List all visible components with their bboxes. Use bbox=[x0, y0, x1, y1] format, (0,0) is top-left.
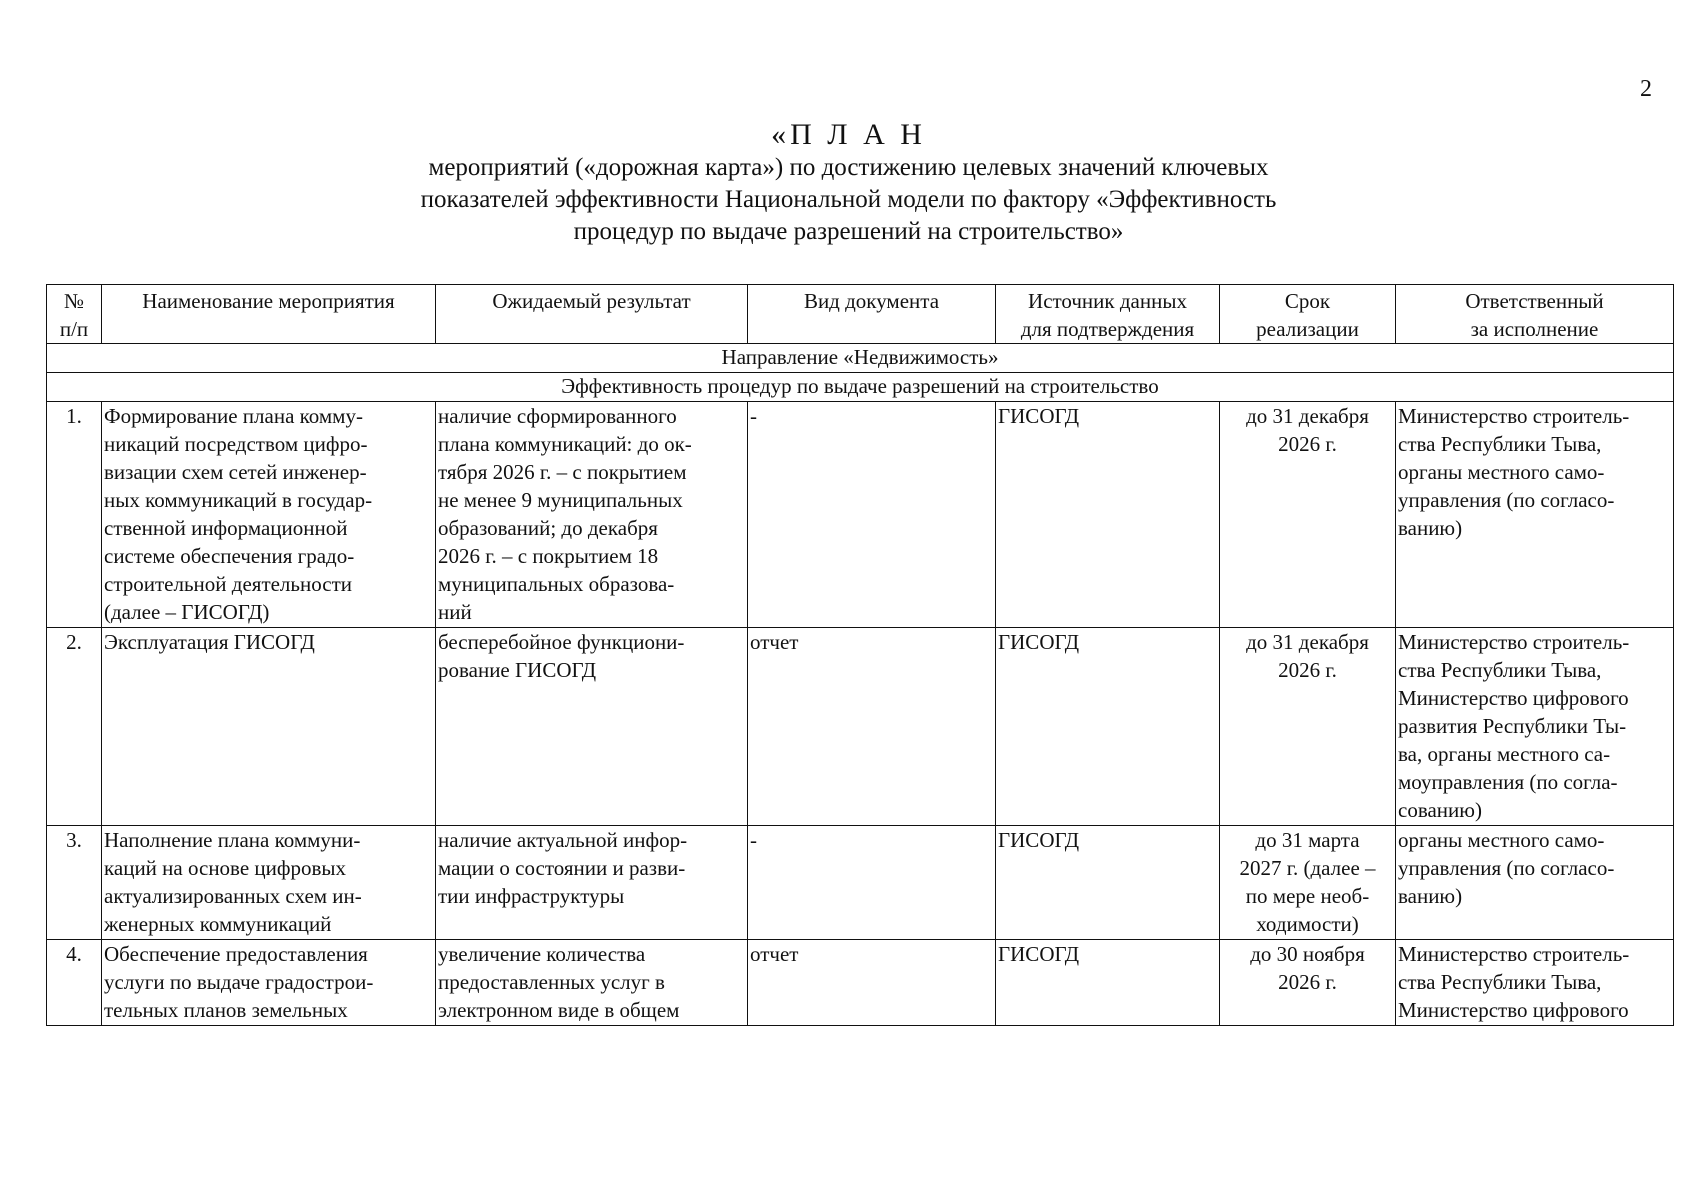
cell-line: ства Республики Тыва, bbox=[1398, 658, 1602, 682]
cell-line: Министерство строитель- bbox=[1398, 942, 1630, 966]
expected-result bbox=[436, 402, 748, 628]
cell-line: реализации bbox=[1256, 317, 1359, 341]
cell-line: ГИСОГД bbox=[998, 828, 1080, 852]
cell-line: сованию) bbox=[1398, 798, 1482, 822]
cell-line: до 31 марта bbox=[1255, 828, 1360, 852]
cell-line: до 31 декабря bbox=[1246, 404, 1369, 428]
expected-result bbox=[436, 826, 748, 940]
table-row bbox=[47, 940, 1674, 1026]
cell-line: Ответственный bbox=[1465, 289, 1604, 313]
cell-line: Формирование плана комму- bbox=[104, 404, 363, 428]
cell-line: Министерство цифрового bbox=[1398, 998, 1629, 1022]
responsible bbox=[1396, 940, 1674, 1026]
cell-line: Источник данных bbox=[1028, 289, 1187, 313]
cell-line: 2026 г. bbox=[1278, 658, 1337, 682]
cell-line: бесперебойное функциони- bbox=[438, 630, 685, 654]
data-source bbox=[996, 628, 1220, 826]
cell-line: отчет bbox=[750, 630, 799, 654]
table-row bbox=[47, 628, 1674, 826]
row-number: 2. bbox=[47, 628, 102, 826]
header-result bbox=[436, 285, 748, 344]
responsible bbox=[1396, 826, 1674, 940]
cell-line: № bbox=[63, 289, 85, 313]
title-line: мероприятий («дорожная карта») по достижению целевых значений ключевых bbox=[428, 154, 1269, 181]
cell-line: никаций посредством цифро- bbox=[104, 432, 368, 456]
cell-line: женерных коммуникаций bbox=[104, 912, 332, 936]
cell-line: 2027 г. (далее – bbox=[1239, 856, 1376, 880]
document-type bbox=[748, 826, 996, 940]
cell-line: моуправления (по согла- bbox=[1398, 770, 1618, 794]
cell-line: Наименование мероприятия bbox=[142, 289, 395, 313]
cell-line: ных коммуникаций в государ- bbox=[104, 488, 373, 512]
plan-table bbox=[46, 284, 1674, 1026]
deadline bbox=[1220, 628, 1396, 826]
cell-line: ственной информационной bbox=[104, 516, 348, 540]
cell-line: ГИСОГД bbox=[998, 404, 1080, 428]
cell-line: плана коммуникаций: до ок- bbox=[438, 432, 692, 456]
cell-line: не менее 9 муниципальных bbox=[438, 488, 683, 512]
cell-line: по мере необ- bbox=[1245, 884, 1370, 908]
header-deadline bbox=[1220, 285, 1396, 344]
table-row bbox=[47, 826, 1674, 940]
cell-line: Министерство строитель- bbox=[1398, 404, 1630, 428]
cell-line: муниципальных образова- bbox=[438, 572, 675, 596]
cell-line: строительной деятельности bbox=[104, 572, 352, 596]
expected-result bbox=[436, 628, 748, 826]
activity-name bbox=[102, 628, 436, 826]
cell-line: 2026 г. bbox=[1278, 970, 1337, 994]
responsible bbox=[1396, 402, 1674, 628]
activity-name bbox=[102, 402, 436, 628]
cell-line: развития Республики Ты- bbox=[1398, 714, 1627, 738]
cell-line: ванию) bbox=[1398, 884, 1463, 908]
cell-line: образований; до декабря bbox=[438, 516, 658, 540]
cell-line: ства Республики Тыва, bbox=[1398, 970, 1602, 994]
cell-line: тельных планов земельных bbox=[104, 998, 348, 1022]
title-line: показателей эффективности Национальной модели по фактору «Эффективность bbox=[420, 186, 1277, 213]
cell-line: ний bbox=[438, 600, 472, 624]
cell-line: - bbox=[750, 828, 757, 852]
cell-line: наличие сформированного bbox=[438, 404, 677, 428]
cell-line: рование ГИСОГД bbox=[438, 658, 597, 682]
cell-line: до 30 ноября bbox=[1250, 942, 1365, 966]
cell-line: Министерство цифрового bbox=[1398, 686, 1629, 710]
document-type bbox=[748, 940, 996, 1026]
cell-line: 2026 г. – с покрытием 18 bbox=[438, 544, 659, 568]
cell-line: Обеспечение предоставления bbox=[104, 942, 368, 966]
data-source bbox=[996, 940, 1220, 1026]
responsible bbox=[1396, 628, 1674, 826]
cell-line: для подтверждения bbox=[1020, 317, 1195, 341]
cell-line: услуги по выдаче градострои- bbox=[104, 970, 374, 994]
header-doc-type bbox=[748, 285, 996, 344]
activity-name bbox=[102, 826, 436, 940]
cell-line: тября 2026 г. – с покрытием bbox=[438, 460, 687, 484]
cell-line: Министерство строитель- bbox=[1398, 630, 1630, 654]
title-main: «П Л А Н bbox=[771, 118, 926, 151]
cell-line: ходимости) bbox=[1256, 912, 1359, 936]
cell-line: (далее – ГИСОГД) bbox=[104, 600, 270, 624]
cell-line: Вид документа bbox=[803, 289, 940, 313]
header-name bbox=[102, 285, 436, 344]
cell-line: Срок bbox=[1284, 289, 1331, 313]
cell-line: тии инфраструктуры bbox=[438, 884, 625, 908]
header-row bbox=[47, 285, 1674, 344]
cell-line: ГИСОГД bbox=[998, 942, 1080, 966]
section-heading: Направление «Недвижимость» bbox=[47, 344, 1674, 373]
expected-result bbox=[436, 940, 748, 1026]
cell-line: управления (по согласо- bbox=[1398, 856, 1615, 880]
header-source bbox=[996, 285, 1220, 344]
document-title bbox=[0, 118, 1697, 248]
document-type bbox=[748, 402, 996, 628]
cell-line: Эксплуатация ГИСОГД bbox=[104, 630, 315, 654]
data-source bbox=[996, 402, 1220, 628]
cell-line: 2026 г. bbox=[1278, 432, 1337, 456]
table-row bbox=[47, 402, 1674, 628]
cell-line: органы местного само- bbox=[1398, 828, 1605, 852]
row-number: 3. bbox=[47, 826, 102, 940]
deadline bbox=[1220, 940, 1396, 1026]
cell-line: ГИСОГД bbox=[998, 630, 1080, 654]
header-responsible bbox=[1396, 285, 1674, 344]
header-num bbox=[47, 285, 102, 344]
activity-name bbox=[102, 940, 436, 1026]
title-line: процедур по выдаче разрешений на строительство» bbox=[573, 218, 1124, 245]
cell-line: отчет bbox=[750, 942, 799, 966]
cell-line: Наполнение плана коммуни- bbox=[104, 828, 361, 852]
cell-line: до 31 декабря bbox=[1246, 630, 1369, 654]
page-number: 2 bbox=[1640, 76, 1652, 102]
cell-line: Ожидаемый результат bbox=[492, 289, 691, 313]
cell-line: ванию) bbox=[1398, 516, 1463, 540]
row-number: 1. bbox=[47, 402, 102, 628]
cell-line: визации схем сетей инженер- bbox=[104, 460, 367, 484]
data-source bbox=[996, 826, 1220, 940]
cell-line: ва, органы местного са- bbox=[1398, 742, 1611, 766]
cell-line: за исполнение bbox=[1470, 317, 1599, 341]
cell-line: электронном виде в общем bbox=[438, 998, 680, 1022]
cell-line: мации о состоянии и разви- bbox=[438, 856, 686, 880]
subsection-heading: Эффективность процедур по выдаче разрешений на строительство bbox=[47, 373, 1674, 402]
cell-line: органы местного само- bbox=[1398, 460, 1605, 484]
cell-line: - bbox=[750, 404, 757, 428]
cell-line: наличие актуальной инфор- bbox=[438, 828, 688, 852]
cell-line: каций на основе цифровых bbox=[104, 856, 347, 880]
cell-line: управления (по согласо- bbox=[1398, 488, 1615, 512]
cell-line: предоставленных услуг в bbox=[438, 970, 665, 994]
cell-line: актуализированных схем ин- bbox=[104, 884, 362, 908]
cell-line: ства Республики Тыва, bbox=[1398, 432, 1602, 456]
deadline bbox=[1220, 826, 1396, 940]
cell-line: системе обеспечения градо- bbox=[104, 544, 355, 568]
document-type bbox=[748, 628, 996, 826]
cell-line: п/п bbox=[59, 317, 89, 341]
deadline bbox=[1220, 402, 1396, 628]
cell-line: увеличение количества bbox=[438, 942, 646, 966]
row-number: 4. bbox=[47, 940, 102, 1026]
